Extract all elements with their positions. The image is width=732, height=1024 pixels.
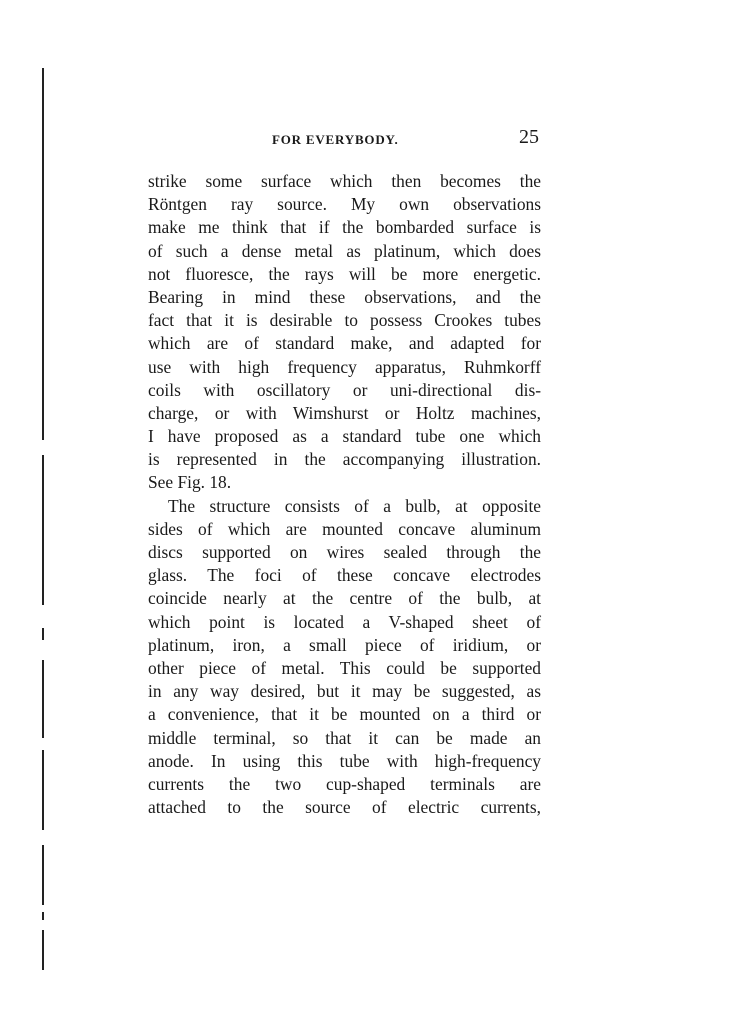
running-head: FOR EVERYBODY.	[272, 132, 399, 147]
text-line: sides of which are mounted concave aluminum	[148, 518, 541, 539]
binding-edge-mark	[42, 930, 44, 970]
binding-edge-mark	[42, 750, 44, 830]
text-line: which point is located a V-shaped sheet of	[148, 611, 541, 632]
text-line: strike some surface which then becomes the	[148, 171, 541, 191]
text-line: platinum, iron, a small piece of iridium, or	[148, 634, 541, 655]
text-line: currents the two cup-shaped terminals are	[148, 773, 541, 794]
binding-edge-mark	[42, 455, 44, 605]
text-line: Bearing in mind these observations, and the	[148, 286, 541, 307]
text-line: attached to the source of electric currents,	[148, 797, 541, 818]
text-line: glass. The foci of these concave electrodes	[148, 565, 541, 586]
text-line: fact that it is desirable to possess Crookes tubes	[148, 310, 541, 331]
text-line: not fluoresce, the rays will be more energetic.	[148, 263, 541, 284]
body-text	[148, 170, 541, 819]
text-line: coincide nearly at the centre of the bulb, at	[148, 588, 541, 609]
binding-edge-mark	[42, 628, 44, 640]
text-line: The structure consists of a bulb, at opposite	[168, 495, 541, 516]
binding-edge-mark	[42, 68, 44, 440]
text-line: of such a dense metal as platinum, which does	[148, 240, 541, 261]
text-line: coils with oscillatory or uni-directional dis-	[148, 379, 541, 400]
binding-edge-mark	[42, 912, 44, 920]
text-line: other piece of metal. This could be supported	[148, 657, 541, 678]
text-line: Röntgen ray source. My own observations	[148, 194, 541, 215]
binding-edge-mark	[42, 660, 44, 738]
text-line: use with high frequency apparatus, Ruhmkorff	[148, 356, 541, 377]
text-line: anode. In using this tube with high-frequency	[148, 750, 541, 771]
page-number: 25	[519, 126, 539, 148]
text-line: is represented in the accompanying illustration.	[148, 449, 541, 470]
text-line: I have proposed as a standard tube one which	[148, 426, 541, 447]
text-line: middle terminal, so that it can be made an	[148, 727, 541, 748]
binding-edge-mark	[42, 845, 44, 905]
text-line: See Fig. 18.	[148, 472, 232, 493]
text-line: charge, or with Wimshurst or Holtz machines,	[148, 402, 541, 423]
text-line: which are of standard make, and adapted for	[148, 333, 541, 354]
text-line: make me think that if the bombarded surface is	[148, 217, 541, 238]
text-line: in any way desired, but it may be suggested, as	[148, 681, 541, 702]
page-header	[148, 128, 541, 152]
text-line: a convenience, that it be mounted on a third or	[148, 704, 541, 725]
text-line: discs supported on wires sealed through the	[148, 542, 541, 562]
